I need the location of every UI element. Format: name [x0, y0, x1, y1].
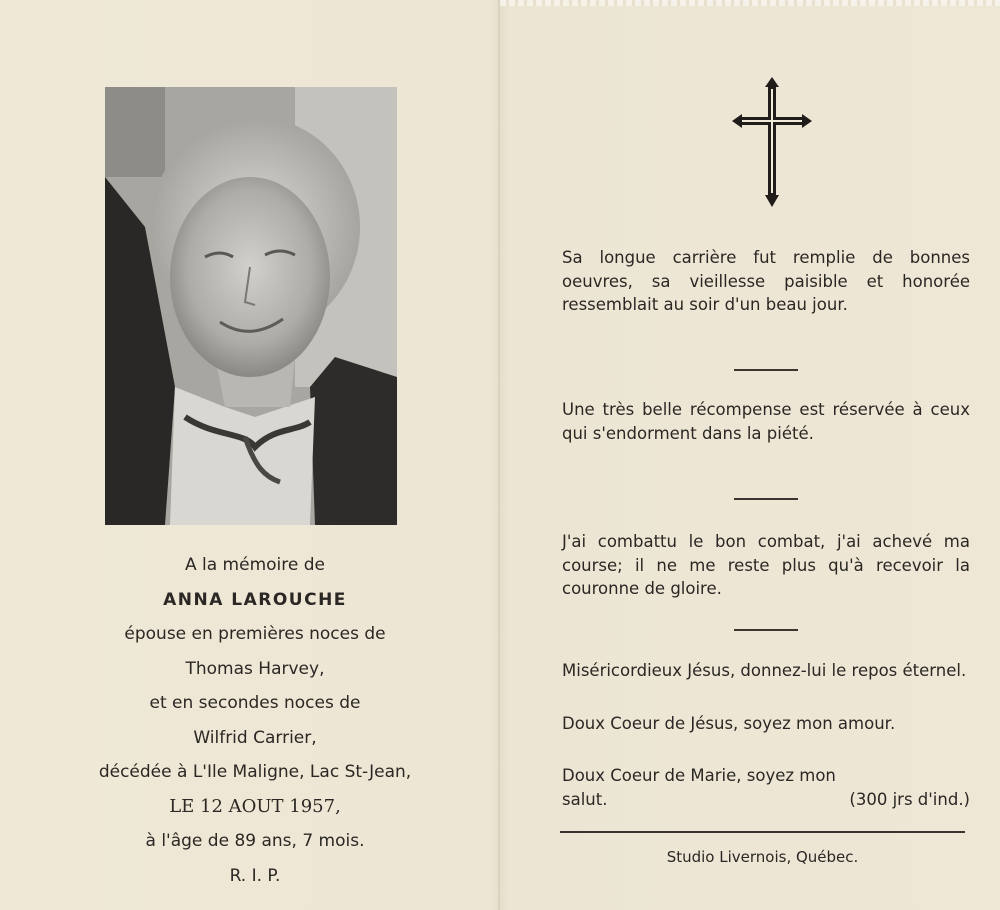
latin-cross-icon — [730, 75, 814, 209]
indulgence-note: (300 jrs d'ind.) — [849, 789, 970, 809]
card-fold — [498, 0, 500, 910]
prayer-paragraph-3: J'ai combattu le bon combat, j'ai achevé ma course; il ne me reste plus qu'à recevoir la couronne de gloire. — [562, 532, 970, 598]
bottom-rule — [560, 831, 965, 833]
portrait-photo — [105, 87, 397, 525]
first-marriage-line: épouse en premières noces de — [124, 624, 386, 644]
second-marriage-line: et en secondes noces de — [149, 693, 361, 713]
death-place: décédée à L'Ile Maligne, Lac St-Jean, — [98, 762, 412, 782]
studio-credit: Studio Livernois, Québec. — [666, 848, 859, 866]
deceased-name: ANNA LAROUCHE — [163, 589, 347, 610]
memorial-text — [40, 548, 470, 893]
prayer-paragraph-5: Doux Coeur de Jésus, soyez mon amour. — [562, 714, 896, 733]
separator — [734, 498, 798, 500]
prayer-paragraph-6 — [562, 764, 970, 811]
prayer-paragraph-2: Une très belle récompense est réservée à ceux qui s'endorment dans la piété. — [562, 400, 970, 443]
salut-row — [562, 788, 970, 812]
second-husband: Wilfrid Carrier, — [193, 727, 317, 748]
prayer-paragraph-4: Miséricordieux Jésus, donnez-lui le repos éternel. — [562, 661, 967, 680]
death-date: LE 12 AOUT 1957, — [169, 795, 341, 817]
rip-line: R. I. P. — [229, 865, 281, 886]
age-line: à l'âge de 89 ans, 7 mois. — [145, 831, 365, 851]
intro-line: A la mémoire de — [184, 555, 325, 575]
deckle-edge — [500, 0, 1000, 6]
prayer-paragraph-1: Sa longue carrière fut remplie de bonnes oeuvres, sa vieillesse paisible et honorée ressemblait au soir d'un beau jour. — [562, 248, 970, 314]
separator — [734, 369, 798, 371]
portrait-image — [105, 87, 397, 525]
prayer-marie-line: Doux Coeur de Marie, soyez mon — [562, 766, 836, 785]
separator — [734, 629, 798, 631]
first-husband: Thomas Harvey, — [185, 658, 325, 679]
salut-word: salut. — [562, 789, 608, 809]
